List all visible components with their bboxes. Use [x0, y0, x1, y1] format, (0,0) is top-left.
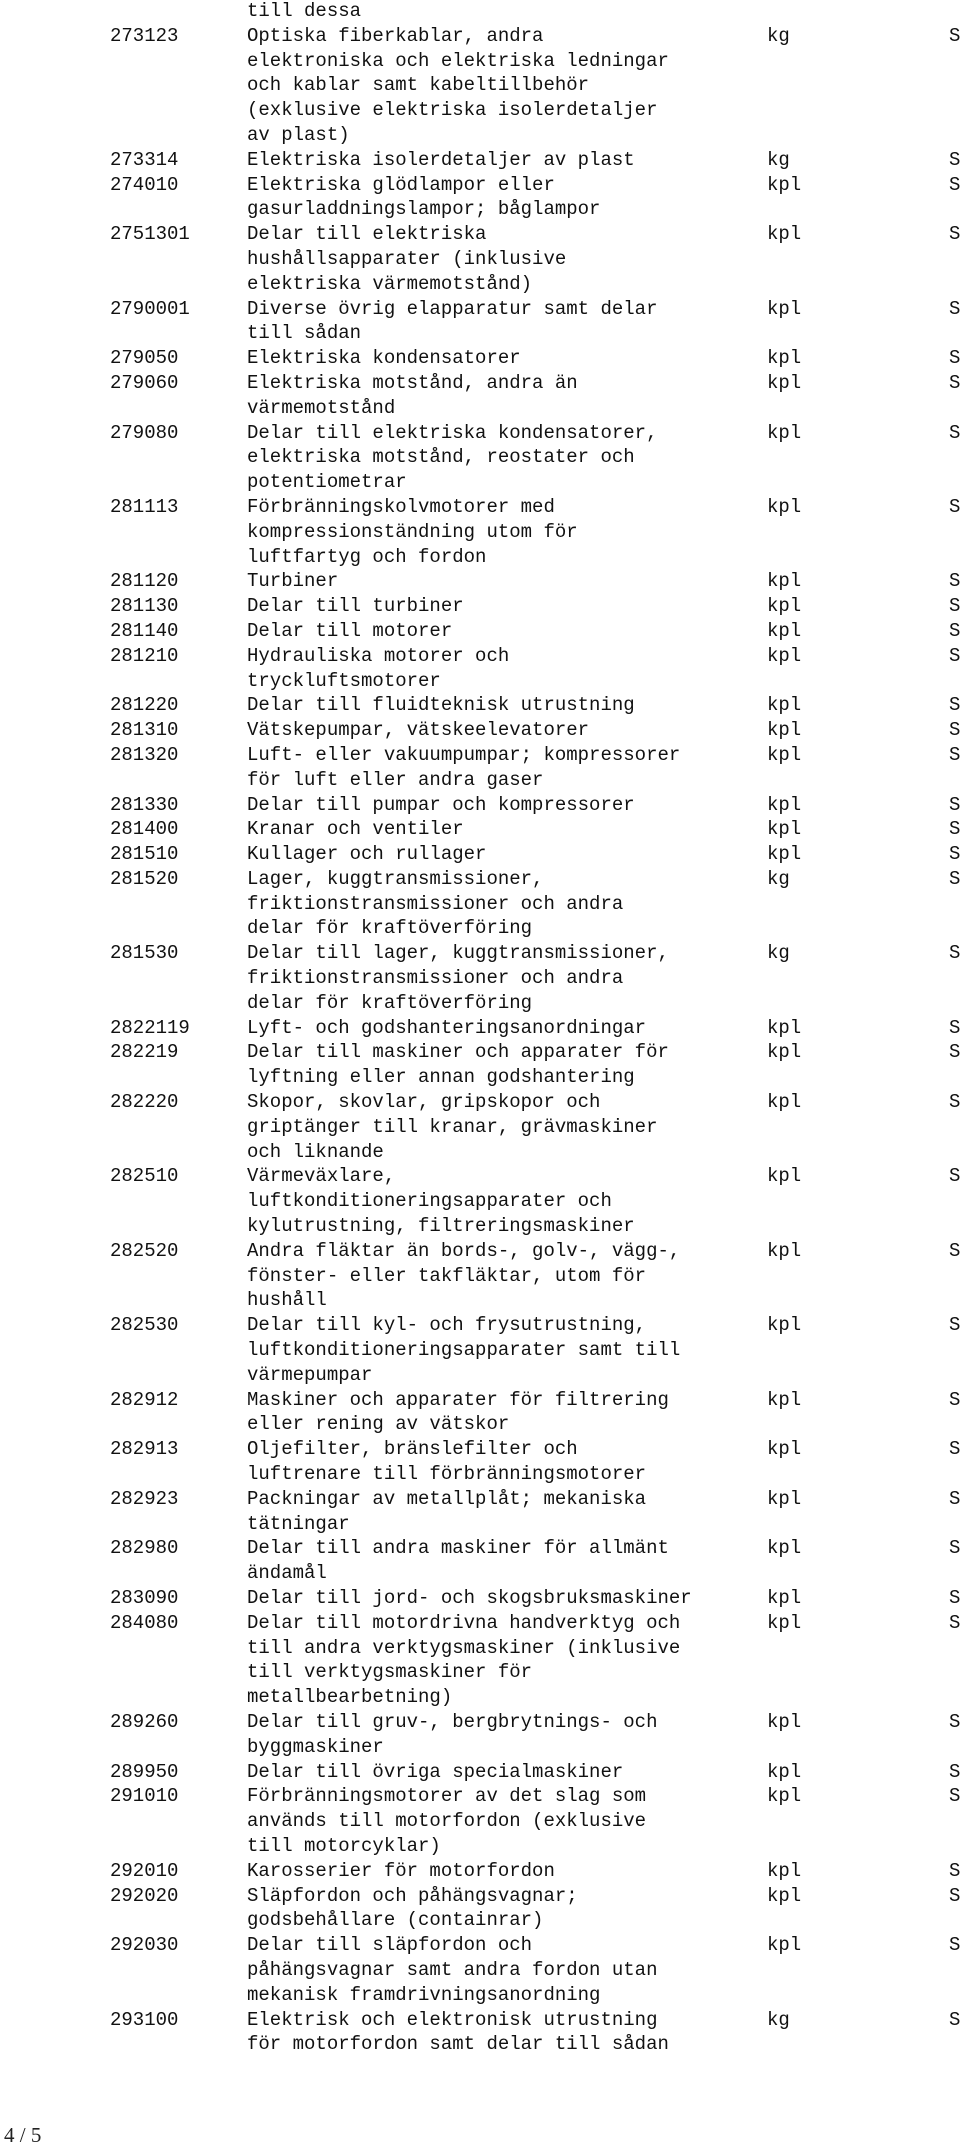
status-flag: S — [949, 1587, 960, 1609]
product-description: Förbränningsmotorer av det slag som används till motorfordon (exklusive till motorcyklar) — [247, 1785, 647, 1857]
product-code: 281113 — [110, 495, 179, 518]
status-flag: S — [949, 1537, 960, 1560]
unit-of-measure: kpl — [767, 1859, 802, 1882]
unit-of-measure: kpl — [767, 1537, 802, 1560]
product-code: 281510 — [110, 843, 179, 866]
status-flag: S — [949, 1487, 960, 1510]
product-description: Karosserier för motorfordon — [247, 1859, 555, 1882]
product-description: Delar till gruv-, bergbrytnings- och byggmaskiner — [247, 1710, 658, 1758]
product-code: 291010 — [110, 1785, 179, 1808]
status-flag: S — [949, 24, 960, 47]
unit-of-measure: kpl — [767, 843, 802, 866]
product-description: Delar till lager, kuggtransmissioner, friktionstransmissioner och andra delar för kraftöverföring — [247, 942, 669, 1014]
table-row — [0, 24, 960, 148]
product-description: Andra fläktar än bords-, golv-, vägg-, fönster- eller takfläktar, utom för hushåll — [247, 1239, 681, 1312]
product-description: Släpfordon och påhängsvagnar; godsbehållare (containrar) — [247, 1884, 578, 1932]
status-flag: S — [949, 1091, 960, 1114]
product-code: 282530 — [110, 1314, 179, 1337]
product-code: 289260 — [110, 1710, 179, 1733]
unit-of-measure: kpl — [767, 1760, 802, 1783]
product-description: Elektrisk och elektronisk utrustning för motorfordon samt delar till sådan — [247, 2008, 669, 2056]
product-code: 281220 — [110, 694, 179, 717]
product-code: 281140 — [110, 619, 179, 642]
unit-of-measure: kpl — [767, 371, 802, 394]
product-description: Delar till elektriska kondensatorer, elektriska motstånd, reostater och potentiometrar — [247, 421, 658, 494]
product-description: Lyft- och godshanteringsanordningar — [247, 1016, 647, 1039]
status-flag: S — [949, 1388, 960, 1411]
table-row — [0, 1536, 960, 1586]
table-row — [0, 1016, 960, 1041]
page-number: 4 / 5 — [4, 2123, 42, 2147]
unit-of-measure: kg — [767, 2008, 790, 2031]
unit-of-measure: kpl — [767, 570, 802, 593]
unit-of-measure: kpl — [767, 793, 802, 816]
product-code: 282510 — [110, 1165, 179, 1188]
status-flag: S — [949, 2008, 960, 2031]
table-row — [0, 1760, 960, 1785]
table-row — [0, 1784, 960, 1858]
product-code: 281400 — [110, 818, 179, 841]
unit-of-measure: kpl — [767, 1165, 802, 1188]
unit-of-measure: kg — [767, 942, 790, 965]
unit-of-measure: kpl — [767, 1934, 802, 1957]
unit-of-measure: kpl — [767, 173, 802, 196]
product-code: 2790001 — [110, 297, 190, 320]
product-description: Delar till turbiner — [247, 595, 464, 618]
product-description: Delar till maskiner och apparater för lyftning eller annan godshantering — [247, 1041, 669, 1089]
unit-of-measure: kpl — [767, 1785, 802, 1808]
unit-of-measure: kpl — [767, 223, 802, 246]
table-row — [0, 1487, 960, 1537]
status-flag: S — [949, 1239, 960, 1262]
table-row — [0, 1239, 960, 1313]
status-flag: S — [949, 1884, 960, 1907]
status-flag: S — [949, 595, 960, 618]
status-flag: S — [949, 694, 960, 717]
unit-of-measure: kpl — [767, 1438, 802, 1461]
status-flag: S — [949, 719, 960, 742]
table-row — [0, 495, 960, 569]
product-code: 282980 — [110, 1537, 179, 1560]
product-code: 274010 — [110, 173, 179, 196]
table-row — [0, 222, 960, 296]
status-flag: S — [949, 1438, 960, 1461]
product-description: Vätskepumpar, vätskeelevatorer — [247, 719, 590, 742]
product-code: 281120 — [110, 570, 179, 593]
status-flag: S — [949, 371, 960, 394]
product-description: Optiska fiberkablar, andra elektroniska och elektriska ledningar och kablar samt kabeltillbehör (exklusive elektriska isolerdetaljer av plast) — [247, 24, 669, 146]
product-code: 282912 — [110, 1388, 179, 1411]
product-code: 283090 — [110, 1587, 179, 1609]
product-code: 281330 — [110, 793, 179, 816]
product-description: Elektriska kondensatorer — [247, 347, 521, 370]
table-row — [0, 1164, 960, 1238]
unit-of-measure: kpl — [767, 595, 802, 618]
product-description: Diverse övrig elapparatur samt delar till sådan — [247, 297, 658, 345]
product-code: 293100 — [110, 2008, 179, 2031]
unit-of-measure: kpl — [767, 1239, 802, 1262]
table-row — [0, 1040, 960, 1090]
status-flag: S — [949, 1314, 960, 1337]
unit-of-measure: kpl — [767, 1611, 802, 1634]
table-row — [0, 297, 960, 347]
status-flag: S — [949, 644, 960, 667]
unit-of-measure: kpl — [767, 694, 802, 717]
table-row — [0, 1090, 960, 1164]
table-row — [0, 743, 960, 793]
status-flag: S — [949, 1934, 960, 1957]
unit-of-measure: kpl — [767, 347, 802, 370]
unit-of-measure: kpl — [767, 1388, 802, 1411]
status-flag: S — [949, 1041, 960, 1064]
product-code: 282520 — [110, 1239, 179, 1262]
unit-of-measure: kpl — [767, 818, 802, 841]
product-code: 279080 — [110, 421, 179, 444]
product-description: Elektriska isolerdetaljer av plast — [247, 148, 635, 171]
table-row — [0, 1611, 960, 1710]
table-row — [0, 842, 960, 867]
unit-of-measure: kpl — [767, 1487, 802, 1510]
product-code: 279060 — [110, 371, 179, 394]
status-flag: S — [949, 1785, 960, 1808]
table-row — [0, 1933, 960, 2007]
product-description: Hydrauliska motorer och tryckluftsmotorer — [247, 644, 510, 692]
unit-of-measure: kpl — [767, 1710, 802, 1733]
product-code: 2751301 — [110, 223, 190, 246]
status-flag: S — [949, 173, 960, 196]
status-flag: S — [949, 1710, 960, 1733]
product-code: 281530 — [110, 942, 179, 965]
product-code: 282220 — [110, 1091, 179, 1114]
table-row — [0, 793, 960, 818]
table-row — [0, 619, 960, 644]
status-flag: S — [949, 942, 960, 965]
unit-of-measure: kpl — [767, 421, 802, 444]
table-row — [0, 1586, 960, 1611]
product-description: till dessa — [247, 0, 362, 22]
table-row — [0, 867, 960, 941]
table-row — [0, 346, 960, 371]
unit-of-measure: kg — [767, 867, 790, 890]
status-flag: S — [949, 843, 960, 866]
status-flag: S — [949, 793, 960, 816]
product-description: Delar till övriga specialmaskiner — [247, 1760, 624, 1783]
product-description: Elektriska motstånd, andra än värmemotstånd — [247, 371, 578, 419]
table-row — [0, 2008, 960, 2058]
unit-of-measure: kpl — [767, 743, 802, 766]
table-row — [0, 1884, 960, 1934]
status-flag: S — [949, 1611, 960, 1634]
unit-of-measure: kpl — [767, 619, 802, 642]
product-code: 282219 — [110, 1041, 179, 1064]
unit-of-measure: kpl — [767, 1884, 802, 1907]
status-flag: S — [949, 867, 960, 890]
product-description: Elektriska glödlampor eller gasurladdningslampor; båglampor — [247, 173, 601, 221]
product-description: Maskiner och apparater för filtrering eller rening av vätskor — [247, 1388, 669, 1436]
table-row — [0, 941, 960, 1015]
unit-of-measure: kpl — [767, 1314, 802, 1337]
product-description: Delar till släpfordon och påhängsvagnar samt andra fordon utan mekanisk framdrivningsanordning — [247, 1934, 658, 2006]
table-row — [0, 173, 960, 223]
table-row — [0, 148, 960, 173]
table-row — [0, 1388, 960, 1438]
status-flag: S — [949, 1016, 960, 1039]
product-description: Kranar och ventiler — [247, 818, 464, 841]
status-flag: S — [949, 1165, 960, 1188]
status-flag: S — [949, 223, 960, 246]
product-code: 289950 — [110, 1760, 179, 1783]
status-flag: S — [949, 619, 960, 642]
product-description: Delar till jord- och skogsbruksmaskiner — [247, 1587, 692, 1609]
product-code: 281320 — [110, 743, 179, 766]
product-code: 292030 — [110, 1934, 179, 1957]
product-code: 282913 — [110, 1438, 179, 1461]
product-description: Luft- eller vakuumpumpar; kompressorer för luft eller andra gaser — [247, 743, 681, 791]
unit-of-measure: kpl — [767, 495, 802, 518]
status-flag: S — [949, 148, 960, 171]
product-code: 281210 — [110, 644, 179, 667]
status-flag: S — [949, 347, 960, 370]
table-row — [0, 1313, 960, 1387]
table-row — [0, 371, 960, 421]
status-flag: S — [949, 818, 960, 841]
product-code: 281130 — [110, 595, 179, 618]
product-description: Turbiner — [247, 570, 339, 593]
product-code: 281310 — [110, 719, 179, 742]
status-flag: S — [949, 570, 960, 593]
unit-of-measure: kg — [767, 148, 790, 171]
unit-of-measure: kpl — [767, 1016, 802, 1039]
status-flag: S — [949, 421, 960, 444]
status-flag: S — [949, 495, 960, 518]
table-row — [0, 718, 960, 743]
table-row — [0, 693, 960, 718]
status-flag: S — [949, 1760, 960, 1783]
product-description: Skopor, skovlar, gripskopor och griptänger till kranar, grävmaskiner och liknande — [247, 1091, 658, 1163]
product-code: 273314 — [110, 148, 179, 171]
product-code: 282923 — [110, 1487, 179, 1510]
product-description: Delar till motorer — [247, 619, 453, 642]
product-description: Värmeväxlare, luftkonditioneringsapparater och kylutrustning, filtreringsmaskiner — [247, 1165, 635, 1238]
unit-of-measure: kpl — [767, 297, 802, 320]
table-row — [0, 569, 960, 594]
product-description: Delar till fluidteknisk utrustning — [247, 694, 635, 717]
product-code: 292010 — [110, 1859, 179, 1882]
table-row — [0, 1437, 960, 1487]
product-description: Delar till motordrivna handverktyg och till andra verktygsmaskiner (inklusive till verktygsmaskiner för metallbearbetning) — [247, 1611, 681, 1709]
product-description: Lager, kuggtransmissioner, friktionstransmissioner och andra delar för kraftöverföring — [247, 867, 624, 940]
unit-of-measure: kpl — [767, 1091, 802, 1114]
status-flag: S — [949, 297, 960, 320]
product-description: Delar till pumpar och kompressorer — [247, 793, 635, 816]
product-description: Delar till andra maskiner för allmänt ändamål — [247, 1537, 669, 1585]
product-code: 279050 — [110, 347, 179, 370]
table-row — [0, 594, 960, 619]
product-description: Förbränningskolvmotorer med kompressionständning utom för luftfartyg och fordon — [247, 495, 578, 568]
product-code: 292020 — [110, 1884, 179, 1907]
product-code: 281520 — [110, 867, 179, 890]
product-description: Kullager och rullager — [247, 843, 487, 866]
product-description: Delar till elektriska hushållsapparater (inklusive elektriska värmemotstånd) — [247, 223, 567, 295]
unit-of-measure: kg — [767, 24, 790, 47]
unit-of-measure: kpl — [767, 1041, 802, 1064]
unit-of-measure: kpl — [767, 719, 802, 742]
product-description: Oljefilter, bränslefilter och luftrenare till förbränningsmotorer — [247, 1438, 647, 1486]
product-description: Packningar av metallplåt; mekaniska tätningar — [247, 1487, 647, 1535]
table-row — [0, 644, 960, 694]
unit-of-measure: kpl — [767, 1587, 802, 1609]
product-code: 273123 — [110, 24, 179, 47]
table-row — [0, 817, 960, 842]
table-row — [0, 421, 960, 495]
product-description: Delar till kyl- och frysutrustning, luftkonditioneringsapparater samt till värmepumpar — [247, 1314, 681, 1386]
table-row — [0, 1710, 960, 1760]
product-code: 284080 — [110, 1611, 179, 1634]
product-code: 2822119 — [110, 1016, 190, 1039]
status-flag: S — [949, 743, 960, 766]
unit-of-measure: kpl — [767, 644, 802, 667]
status-flag: S — [949, 1859, 960, 1882]
table-row — [0, 0, 960, 24]
table-row — [0, 1859, 960, 1884]
